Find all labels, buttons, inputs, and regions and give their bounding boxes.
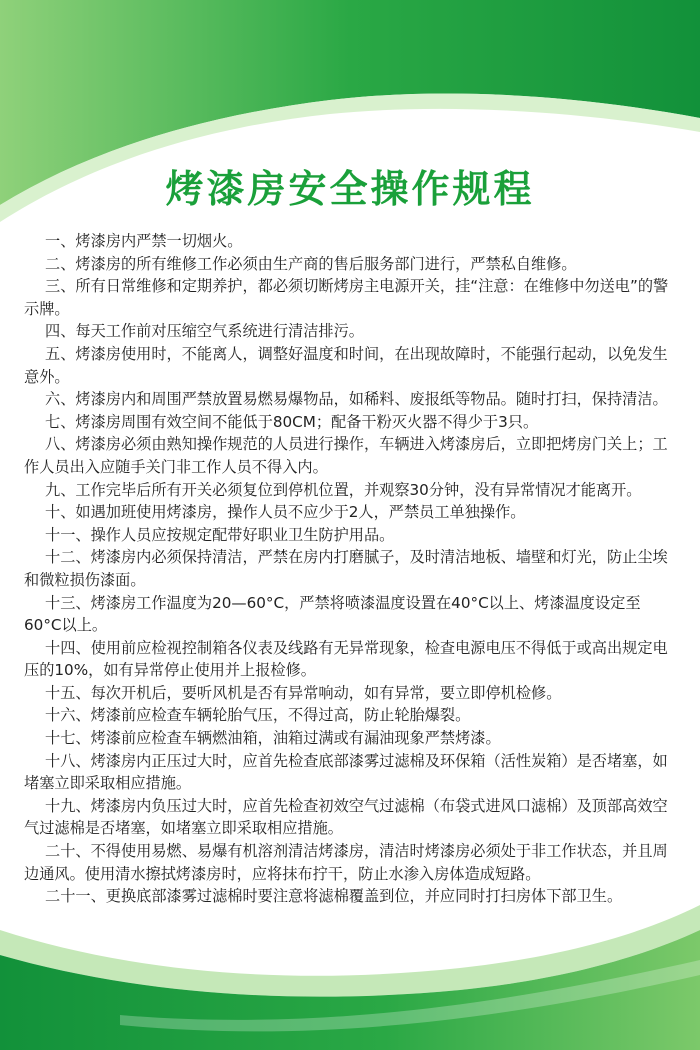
- rule-item: 四、每天工作前对压缩空气系统进行清洁排污。: [45, 322, 364, 341]
- rule-item: 十一、操作人员应按规定配带好职业卫生防护用品。: [45, 525, 395, 544]
- rule-item: 一、烤漆房内严禁一切烟火。: [45, 232, 243, 250]
- rule-item: 十五、每次开机后，要听风机是否有异常响动，如有异常，要立即停机检修。: [45, 683, 562, 702]
- rule-item: 二、烤漆房的所有维修工作必须由生产商的售后服务部门进行，严禁私自维修。: [45, 254, 577, 273]
- rule-item: 七、烤漆房周围有效空间不能低于80CM；配备干粉灭火器不得少于3只。: [45, 412, 539, 431]
- rule-item: 二十、不得使用易燃、易爆有机溶剂清洁烤漆房，清洁时烤漆房必须处于非工作状态，并且周边通风。使用清水擦拭烤漆房时，应将抹布拧干，防止水渗入房体造成短路。: [24, 842, 668, 883]
- page-title: 烤漆房安全操作规程: [165, 167, 535, 211]
- rule-item: 十七、烤漆前应检查车辆燃油箱，油箱过满或有漏油现象严禁烤漆。: [45, 729, 501, 748]
- rule-item: 十四、使用前应检视控制箱各仪表及线路有无异常现象，检查电源电压不得低于或高出规定电压的10%，如有异常停止使用并上报检修。: [24, 638, 668, 680]
- rule-item: 三、所有日常维修和定期养护，都必须切断烤房主电源开关，挂“注意：在维修中勿送电”的警示牌。: [24, 277, 669, 318]
- rule-item: 十八、烤漆房内正压过大时，应首先检查底部漆雾过滤棉及环保箱（活性炭箱）是否堵塞，如堵塞立即采取相应措施。: [24, 751, 668, 793]
- rule-item: 九、工作完毕后所有开关必须复位到停机位置，并观察30分钟，没有异常情况才能离开。: [45, 480, 642, 499]
- rule-item: 六、烤漆房内和周围严禁放置易燃易爆物品，如稀料、废报纸等物品。随时打扫，保持清洁。: [45, 390, 668, 409]
- rules-list: [24, 230, 678, 908]
- rule-item: 二十一、更换底部漆雾过滤棉时要注意将滤棉覆盖到位，并应同时打扫房体下部卫生。: [45, 887, 623, 906]
- rule-item: 五、烤漆房使用时，不能离人，调整好温度和时间，在出现故障时，不能强行起动，以免发生意外。: [24, 344, 668, 386]
- rule-item: 八、烤漆房必须由熟知操作规范的人员进行操作，车辆进入烤漆房后，立即把烤房门关上；工作人员出入应随手关门非工作人员不得入内。: [24, 435, 668, 476]
- rule-item: 十二、烤漆房内必须保持清洁，严禁在房内打磨腻子，及时清洁地板、墙壁和灯光，防止尘埃和微粒损伤漆面。: [24, 548, 668, 589]
- rule-item: 十六、烤漆前应检查车辆轮胎气压，不得过高，防止轮胎爆裂。: [45, 706, 471, 725]
- rule-item: 十九、烤漆房内负压过大时，应首先检查初效空气过滤棉（布袋式进风口滤棉）及顶部高效空气过滤棉是否堵塞，如堵塞立即采取相应措施。: [24, 796, 668, 838]
- rule-item: 十、如遇加班使用烤漆房，操作人员不应少于2人，严禁员工单独操作。: [45, 503, 526, 522]
- rule-item: 十三、烤漆房工作温度为20—60°C，严禁将喷漆温度设置在40°C以上、烤漆温度设定至60°C以上。: [24, 593, 641, 635]
